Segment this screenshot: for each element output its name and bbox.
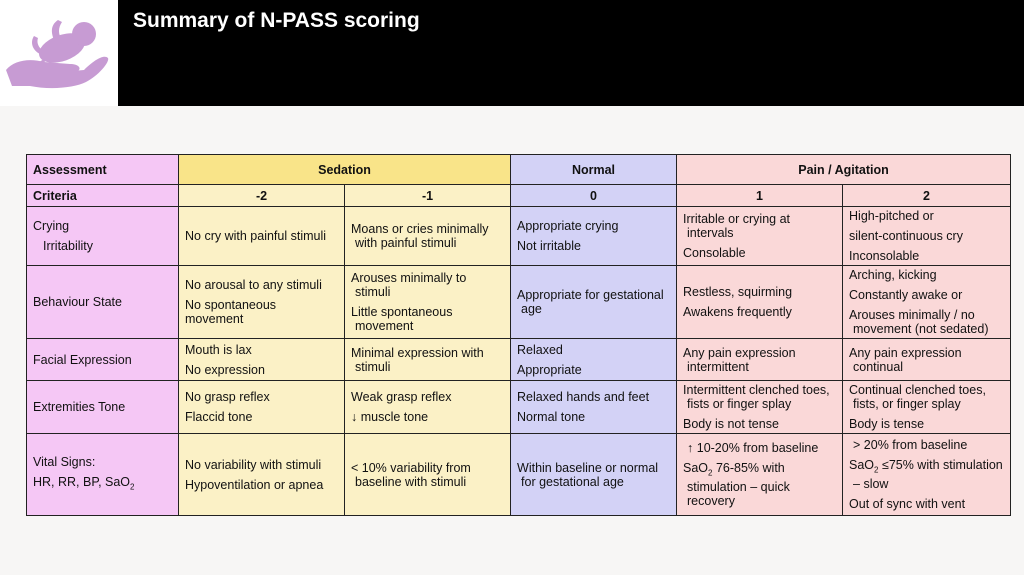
cell-vitals-m1: < 10% variability from baseline with stimuli (345, 434, 511, 516)
score-1: 1 (677, 185, 843, 207)
cell-behaviour-m1: Arouses minimally to stimuli Little spontaneous movement (345, 266, 511, 339)
score-row (27, 185, 1011, 207)
sedation-header: Sedation (179, 155, 511, 185)
criterion-extremities: Extremities Tone (27, 381, 179, 434)
cell-behaviour-1: Restless, squirming Awakens frequently (677, 266, 843, 339)
criterion-vitals: Vital Signs: HR, RR, BP, SaO$_2$ (27, 434, 179, 516)
baby-in-hand-icon (0, 0, 118, 106)
cell-facial-0: Relaxed Appropriate (511, 339, 677, 381)
cell-vitals-1: ↑ 10-20% from baseline SaO$_2$ 76-85% with stimulation – quick recovery (677, 434, 843, 516)
cell-vitals-m2: No variability with stimuli Hypoventilation or apnea (179, 434, 345, 516)
score-0: 0 (511, 185, 677, 207)
score-2: 2 (843, 185, 1011, 207)
criterion-crying: Crying Irritability (27, 207, 179, 266)
table-row (27, 434, 1011, 516)
score-minus1: -1 (345, 185, 511, 207)
cell-extremities-1: Intermittent clenched toes, fists or finger splay Body is not tense (677, 381, 843, 434)
cell-extremities-2: Continual clenched toes, fists, or finger splay Body is tense (843, 381, 1011, 434)
cell-extremities-0: Relaxed hands and feet Normal tone (511, 381, 677, 434)
table-row (27, 381, 1011, 434)
table-row (27, 266, 1011, 339)
cell-behaviour-0: Appropriate for gestational age (511, 266, 677, 339)
title-bar (118, 0, 1024, 106)
logo (0, 0, 118, 106)
cell-crying-m2: No cry with painful stimuli (179, 207, 345, 266)
cell-facial-2: Any pain expression continual (843, 339, 1011, 381)
table-row (27, 339, 1011, 381)
npass-table (26, 154, 1011, 516)
cell-crying-0: Appropriate crying Not irritable (511, 207, 677, 266)
cell-vitals-2: > 20% from baseline SaO$_2$ ≤75% with stimulation – slow Out of sync with vent (843, 434, 1011, 516)
cell-crying-1: Irritable or crying at intervals Consolable (677, 207, 843, 266)
assessment-header: Assessment (27, 155, 179, 185)
cell-behaviour-m2: No arousal to any stimuli No spontaneous movement (179, 266, 345, 339)
score-minus2: -2 (179, 185, 345, 207)
table-row (27, 207, 1011, 266)
criteria-header: Criteria (27, 185, 179, 207)
cell-facial-m1: Minimal expression with stimuli (345, 339, 511, 381)
cell-vitals-0: Within baseline or normal for gestational age (511, 434, 677, 516)
cell-extremities-m1: Weak grasp reflex ↓ muscle tone (345, 381, 511, 434)
page-title: Summary of N-PASS scoring (133, 9, 420, 32)
table-header-row (27, 155, 1011, 185)
normal-header: Normal (511, 155, 677, 185)
cell-extremities-m2: No grasp reflex Flaccid tone (179, 381, 345, 434)
cell-crying-2: High-pitched or silent-continuous cry Inconsolable (843, 207, 1011, 266)
cell-facial-m2: Mouth is lax No expression (179, 339, 345, 381)
cell-facial-1: Any pain expression intermittent (677, 339, 843, 381)
cell-behaviour-2: Arching, kicking Constantly awake or Arouses minimally / no movement (not sedated) (843, 266, 1011, 339)
cell-crying-m1: Moans or cries minimally with painful stimuli (345, 207, 511, 266)
criterion-facial: Facial Expression (27, 339, 179, 381)
pain-header: Pain / Agitation (677, 155, 1011, 185)
criterion-behaviour: Behaviour State (27, 266, 179, 339)
